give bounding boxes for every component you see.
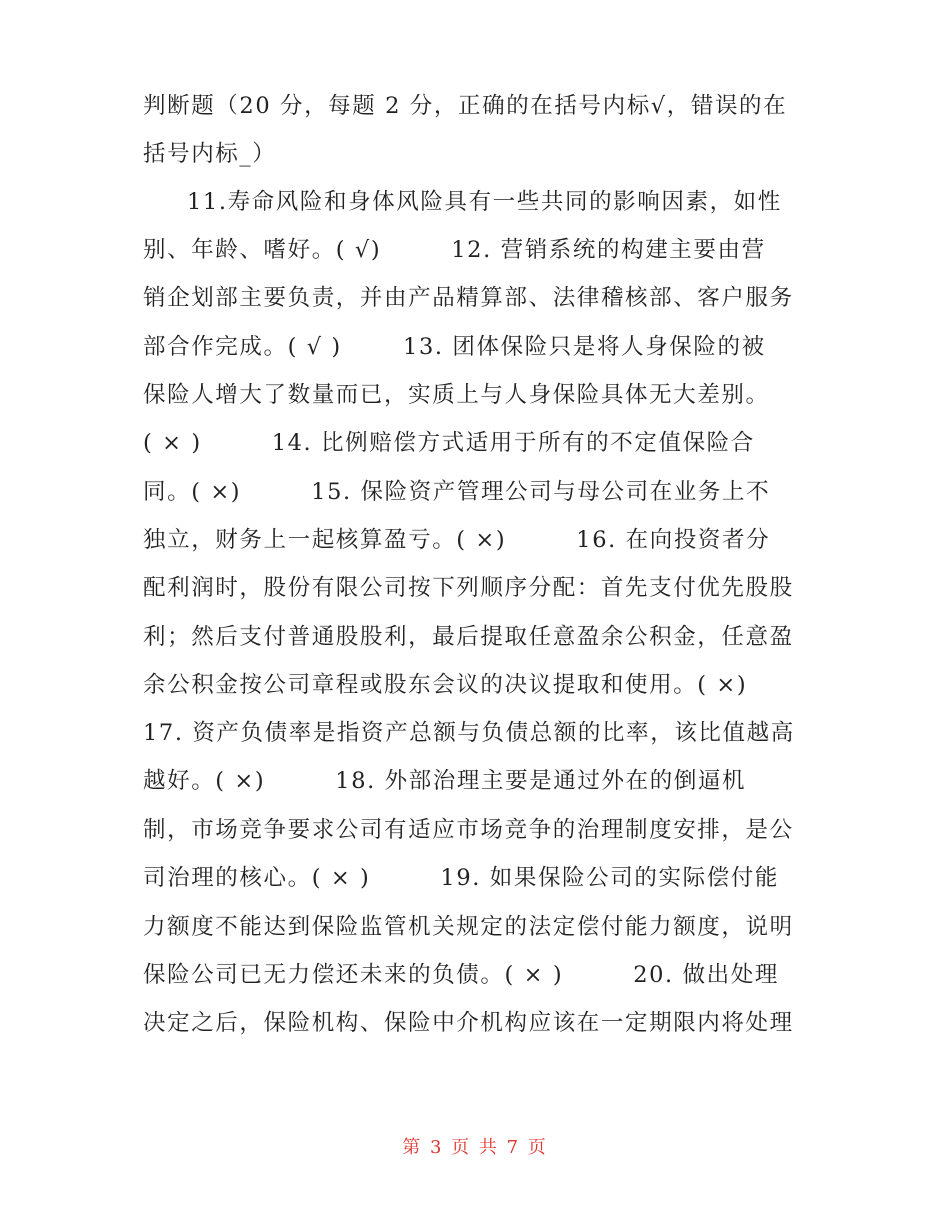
text-line-10: 独立，财务上一起核算盈亏。( ×) 16. 在向投资者分 — [143, 527, 771, 553]
text-line-17: 司治理的核心。( × ) 19. 如果保险公司的实际偿付能 — [143, 865, 779, 891]
text-line-8: ( × ) 14. 比例赔偿方式适用于所有的不定值保险合 — [143, 430, 755, 456]
text-line-1: 判断题（20 分，每题 2 分，正确的在括号内标√，错误的在 — [143, 93, 788, 119]
text-line-16: 制，市场竞争要求公司有适应市场竞争的治理制度安排，是公 — [143, 817, 794, 843]
text-line-11: 配利润时，股份有限公司按下列顺序分配：首先支付优先股股 — [143, 575, 794, 601]
text-line-12: 利；然后支付普通股股利，最后提取任意盈余公积金，任意盈 — [143, 624, 794, 650]
text-line-13: 余公积金按公司章程或股东会议的决议提取和使用。( ×) — [143, 672, 748, 698]
text-line-14: 17. 资产负债率是指资产总额与负债总额的比率，该比值越高 — [143, 720, 795, 746]
text-line-6: 部合作完成。( √ ) 13. 团体保险只是将人身保险的被 — [143, 334, 766, 360]
text-line-9: 同。( ×) 15. 保险资产管理公司与母公司在业务上不 — [143, 479, 771, 505]
text-line-3: 11.寿命风险和身体风险具有一些共同的影响因素，如性 — [187, 189, 782, 215]
text-line-4: 别、年龄、嗜好。( √) 12. 营销系统的构建主要由营 — [143, 237, 766, 263]
text-line-20: 决定之后，保险机构、保险中介机构应该在一定期限内将处理 — [143, 1010, 794, 1036]
text-line-18: 力额度不能达到保险监管机关规定的法定偿付能力额度，说明 — [143, 914, 794, 940]
text-line-2: 括号内标_） — [143, 141, 277, 167]
text-line-7: 保险人增大了数量而已，实质上与人身保险具体无大差别。 — [143, 382, 770, 408]
text-line-15: 越好。( ×) 18. 外部治理主要是通过外在的倒逼机 — [143, 768, 747, 794]
text-line-5: 销企划部主要负责，并由产品精算部、法律稽核部、客户服务 — [143, 285, 794, 311]
text-line-19: 保险公司已无力偿还未来的负债。( × ) 20. 做出处理 — [143, 962, 779, 988]
page-number-footer: 第 3 页 共 7 页 — [402, 1137, 548, 1158]
